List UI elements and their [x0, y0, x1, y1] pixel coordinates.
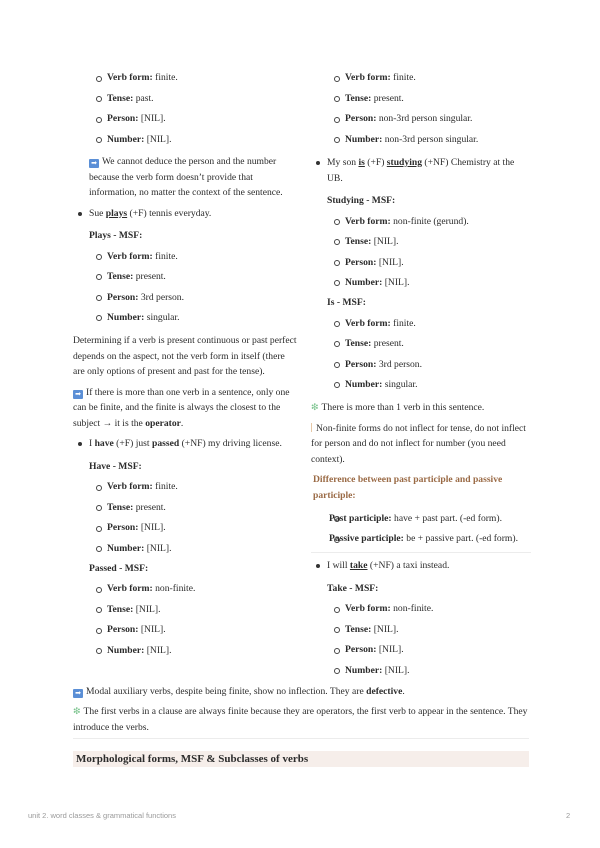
- list-item: Tense: past.: [73, 89, 297, 110]
- list-item: Verb form: finite.: [73, 246, 297, 267]
- aspect-paragraph: Determining if a verb is present continuous or past perfect depends on the aspect, not the verb form in itself (there are only options of present and past for the tense).: [73, 335, 297, 378]
- modal-note: ➡ Modal auxiliary verbs, despite being finite, show no inflection. They are defective.: [73, 684, 529, 700]
- list-item: Tense: [NIL].: [311, 619, 531, 640]
- arrow-right-icon: ➡: [89, 159, 99, 168]
- list-item: Verb form: finite.: [73, 477, 297, 498]
- list-item: Verb form: non-finite (gerund).: [311, 211, 531, 232]
- note-callout: ➡ If there is more than one verb in a sentence, only one can be finite, and the finite is always the closest to the subject → it is the operator.: [73, 386, 290, 429]
- list-item: Person: non-3rd person singular.: [311, 109, 531, 130]
- left-column: [73, 68, 297, 661]
- list-item: Passive participle: be + passive part. (-ed form).: [311, 529, 531, 550]
- example-sentence: I have (+F) just passed (+NF) my driving license.: [73, 436, 297, 452]
- list-item: Tense: present.: [311, 334, 531, 355]
- list-item: Person: 3rd person.: [311, 354, 531, 375]
- list-item: Number: [NIL].: [311, 660, 531, 681]
- list-item: Person: 3rd person.: [73, 287, 297, 308]
- list-item: Number: non-3rd person singular.: [311, 130, 531, 151]
- nonfinite-note: Non-finite forms do not inflect for tense, do not inflect for person and do not inflect for number (you need context).: [311, 422, 526, 465]
- list-item: Tense: present.: [73, 497, 297, 518]
- list-item: Tense: [NIL].: [311, 232, 531, 253]
- list-item: Person: [NIL].: [73, 620, 297, 641]
- operators-note: ❇ The first verbs in a clause are always finite because they are operators, the first verb to appear in the sentence. They introduce the verbs.: [73, 706, 528, 733]
- list-item: Person: [NIL].: [73, 518, 297, 539]
- list-item: Tense: present.: [73, 267, 297, 288]
- star-note: ❇ There is more than 1 verb in this sentence.: [311, 402, 485, 414]
- list-item: Number: [NIL].: [73, 538, 297, 559]
- list-item: Number: [NIL].: [73, 640, 297, 661]
- divider: [311, 552, 531, 553]
- msf-subheading: Is - MSF:: [327, 297, 366, 309]
- sparkle-icon: ❇: [73, 707, 81, 717]
- msf-subheading: Have - MSF:: [89, 461, 142, 473]
- list-item: Past participle: have + past part. (-ed form).: [311, 508, 531, 529]
- arrow-right-icon: ➡: [73, 689, 83, 698]
- right-column: [311, 68, 531, 681]
- list-item: Verb form: non-finite.: [311, 599, 531, 620]
- example-sentence: Sue plays (+F) tennis everyday.: [73, 206, 297, 222]
- exclamation-icon: [311, 423, 312, 432]
- footer-title: unit 2. word classes & grammatical functions: [28, 811, 176, 820]
- sparkle-icon: ❇: [311, 403, 319, 414]
- difference-heading: Difference between past participle and passive participle:: [313, 474, 503, 501]
- msf-subheading: Studying - MSF:: [327, 195, 396, 207]
- list-item: Number: singular.: [311, 375, 531, 396]
- msf-subheading: Take - MSF:: [327, 583, 379, 595]
- page-number: 2: [566, 811, 571, 820]
- msf-subheading: Plays - MSF:: [89, 230, 143, 242]
- divider: [73, 738, 529, 739]
- example-sentence: I will take (+NF) a taxi instead.: [311, 558, 531, 574]
- msf-subheading: Passed - MSF:: [89, 563, 149, 575]
- section-heading: Morphological forms, MSF & Subclasses of verbs: [73, 751, 529, 767]
- list-item: Tense: present.: [311, 89, 531, 110]
- example-sentence: My son is (+F) studying (+NF) Chemistry at the UB.: [311, 155, 531, 186]
- list-item: Verb form: finite.: [73, 68, 297, 89]
- note-callout: ➡ We cannot deduce the person and the number because the verb form doesn’t provide that information, no matter the context of the sentence.: [89, 156, 283, 199]
- list-item: Person: [NIL].: [311, 252, 531, 273]
- list-item: Number: [NIL].: [311, 273, 531, 294]
- list-item: Number: singular.: [73, 308, 297, 329]
- list-item: Verb form: finite.: [311, 313, 531, 334]
- list-item: Tense: [NIL].: [73, 599, 297, 620]
- list-item: Verb form: finite.: [311, 68, 531, 89]
- list-item: Number: [NIL].: [73, 130, 297, 151]
- list-item: Person: [NIL].: [73, 109, 297, 130]
- list-item: Person: [NIL].: [311, 640, 531, 661]
- list-item: Verb form: non-finite.: [73, 579, 297, 600]
- arrow-right-icon: ➡: [73, 390, 83, 399]
